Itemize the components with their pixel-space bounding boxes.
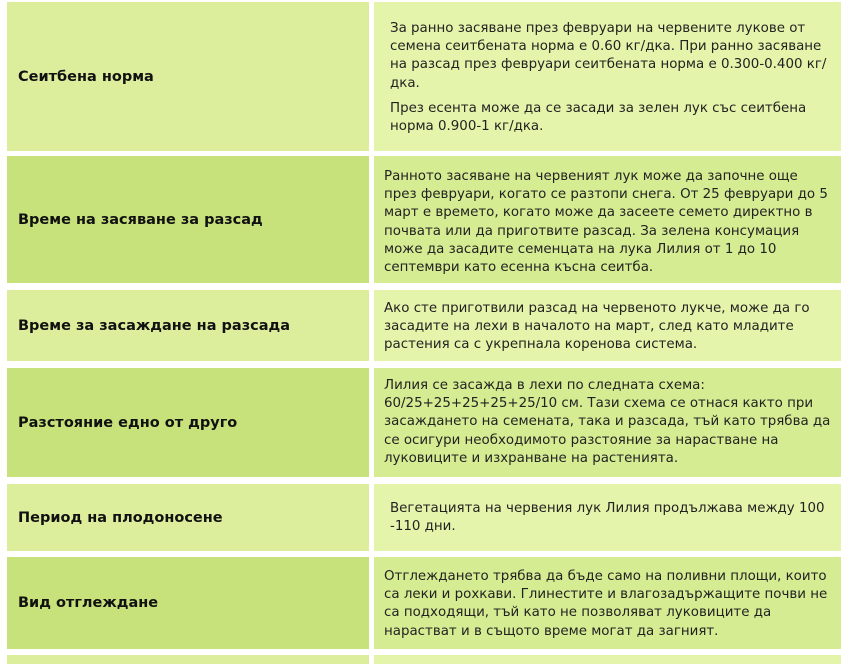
table-row-sowing-time <box>7 156 841 283</box>
row-description-seeding-rate <box>374 2 841 151</box>
table-row-spacing <box>7 368 841 477</box>
row-description-growing-type <box>374 557 841 649</box>
description-paragraph: Ранното засяване на червеният лук може да започне още през февруари, когато се разтопи снега. От 25 февруари до 5 март е времето, когато може да засеете семето директно в почвата или да приготвите разсад. За зелена консумация може да засадите семенцата на лука Лилия от 1 до 10 септември като есенна късна сеитба. <box>384 169 828 276</box>
table-row-fruiting-period <box>7 484 841 551</box>
table-row-transplant-time <box>7 290 841 361</box>
row-label-growing-type: Вид отглеждане <box>7 557 369 649</box>
description-paragraph: Отглеждането трябва да бъде само на поливни площи, които са леки и рохкави. Глинестите и влагозадържащите почви не са подходящи, тъй като не позволяват луковиците да нарастват и в същото време могат да загният. <box>384 569 828 639</box>
description-paragraph: За ранно засяване през февруари на червените лукове от семена сеитбената норма е 0.60 кг/дка. При ранно засяване на разсад през февруари сеитбената норма е 0.300-0.400 кг/дка. <box>390 21 827 91</box>
row-label-sowing-time: Време на засяване за разсад <box>7 156 369 283</box>
row-description-sowing-time <box>374 156 841 283</box>
row-label-seeding-rate: Сеитбена норма <box>7 2 369 151</box>
row-description-spacing <box>374 368 841 477</box>
description-paragraph: През есента може да се засади за зелен лук със сеитбена норма 0.900-1 кг/дка. <box>390 100 807 135</box>
row-label-fruiting-period: Период на плодоносене <box>7 484 369 551</box>
row-description-fruiting-period <box>374 484 841 551</box>
table-row-growing-type <box>7 557 841 649</box>
table-row-next-partial <box>7 655 841 664</box>
row-label-spacing: Разстояние едно от друго <box>7 368 369 477</box>
row-label-partial <box>7 655 369 664</box>
table-row-seeding-rate <box>7 2 841 151</box>
row-description-transplant-time <box>374 290 841 361</box>
row-label-transplant-time: Време за засаждане на разсада <box>7 290 369 361</box>
description-paragraph: Лилия се засажда в лехи по следната схема: 60/25+25+25+25+25/10 см. Тази схема се отнася както при засаждането на семената, така и разсада, тъй като трябва да се осигури необходимото разстояние за нарастване на луковиците и изхранване на растенията. <box>384 378 831 466</box>
description-paragraph: Вегетацията на червения лук Лилия продължава между 100 -110 дни. <box>390 501 825 535</box>
row-description-partial <box>374 655 841 664</box>
description-paragraph: Ако сте приготвили разсад на червеното лукче, може да го засадите на лехи в началото на март, след като младите растения са с укрепнала коренова система. <box>384 301 810 353</box>
